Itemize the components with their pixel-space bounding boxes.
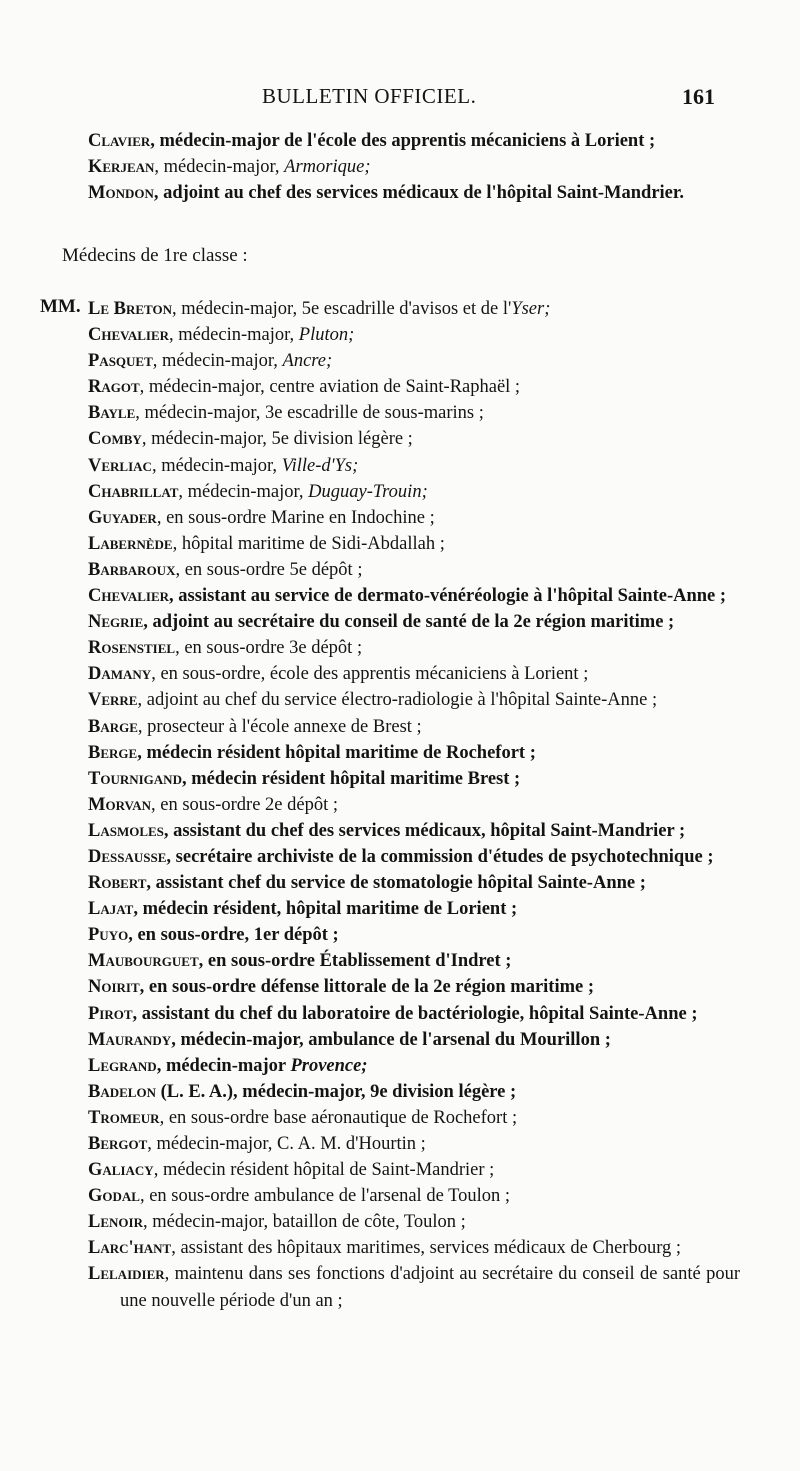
officer-name: Robert xyxy=(88,873,147,894)
appointment-entry xyxy=(88,1027,740,1053)
assignment-text: , médecin-major, C. A. M. d'Hourtin ; xyxy=(147,1134,426,1154)
officer-name: Berge xyxy=(88,742,138,763)
appointment-entry xyxy=(88,948,740,974)
officer-name: Galiacy xyxy=(88,1160,154,1181)
appointment-entry xyxy=(88,635,740,661)
appointment-entry xyxy=(88,1209,740,1235)
officer-name: Guyader xyxy=(88,507,157,528)
assignment-text: , médecin-major xyxy=(156,1055,291,1076)
appointment-entry xyxy=(88,922,740,948)
officer-name: Lajat xyxy=(88,899,134,920)
appointment-entry xyxy=(88,557,740,583)
mm-prefix: MM. xyxy=(40,296,81,317)
assignment-text: , prosecteur à l'école annexe de Brest ; xyxy=(137,716,422,737)
appointment-entry xyxy=(88,766,740,792)
appointment-entry xyxy=(88,1261,740,1313)
officer-name: Tournigand xyxy=(88,768,182,789)
appointment-entry xyxy=(88,818,740,844)
ship-name: Armorique; xyxy=(284,157,371,178)
officer-name: Labernède xyxy=(88,533,173,554)
appointment-entry xyxy=(88,180,748,206)
appointment-entry xyxy=(88,1235,740,1261)
appointment-entry xyxy=(88,296,740,322)
assignment-text: , médecin-major, xyxy=(152,351,283,372)
officer-name: Mondon xyxy=(88,183,154,204)
officer-name: Tromeur xyxy=(88,1107,160,1128)
running-header-title: BULLETIN OFFICIEL. xyxy=(262,84,477,108)
assignment-text: , médecin-major, bataillon de côte, Toulon ; xyxy=(142,1212,466,1233)
assignment-text: (L. E. A.), médecin-major, 9e division légère ; xyxy=(155,1081,517,1102)
assignment-text: , adjoint au secrétaire du conseil de santé de la 2e région maritime ; xyxy=(143,612,675,633)
assignment-text: , en sous-ordre, 1er dépôt ; xyxy=(128,925,339,946)
assignment-text: , en sous-ordre ambulance de l'arsenal de Toulon ; xyxy=(139,1186,510,1207)
appointment-entry xyxy=(88,400,740,426)
ship-name: Pluton; xyxy=(298,325,355,346)
appointment-entry xyxy=(88,844,740,870)
assignment-text: , en sous-ordre défense littorale de la 2e région maritime ; xyxy=(139,977,594,998)
assignment-text: , en sous-ordre 5e dépôt ; xyxy=(175,559,363,580)
appointment-entry xyxy=(88,374,740,400)
officer-name: Maubourguet xyxy=(88,951,199,972)
assignment-text: , en sous-ordre Marine en Indochine ; xyxy=(156,507,435,528)
appointment-entry xyxy=(88,583,740,609)
officer-name: Le Breton xyxy=(88,299,172,319)
officer-name: Verliac xyxy=(88,455,152,476)
officer-name: Badelon xyxy=(88,1081,156,1102)
officer-name: Barge xyxy=(88,716,138,737)
assignment-text: , assistant au service de dermato-vénéréologie à l'hôpital Sainte-Anne ; xyxy=(169,586,727,607)
top-entry-list xyxy=(88,128,748,206)
officer-name: Pirot xyxy=(88,1003,133,1024)
assignment-text: , médecin-major, xyxy=(154,157,285,178)
ship-name: Yser; xyxy=(511,299,551,319)
appointment-entry xyxy=(88,687,740,713)
assignment-text: , assistant chef du service de stomatologie hôpital Sainte-Anne ; xyxy=(146,873,646,894)
assignment-text: , médecin-major, xyxy=(151,455,282,476)
appointment-entry xyxy=(88,128,748,154)
appointment-entry xyxy=(88,1079,740,1105)
officer-name: Negrie xyxy=(88,612,144,633)
assignment-text: , adjoint au chef des services médicaux de l'hôpital Saint-Mandrier. xyxy=(153,183,685,204)
assignment-text: , médecin résident hôpital maritime Brest ; xyxy=(181,768,521,789)
officer-name: Morvan xyxy=(88,794,151,815)
assignment-text: , médecin-major, 5e division légère ; xyxy=(141,429,413,450)
assignment-text: , médecin résident hôpital maritime de Rochefort ; xyxy=(137,742,536,763)
officer-name: Clavier xyxy=(88,131,151,151)
assignment-text: , en sous-ordre, école des apprentis mécaniciens à Lorient ; xyxy=(151,664,589,685)
appointment-entry xyxy=(88,453,740,479)
officer-name: Ragot xyxy=(88,377,140,398)
officer-name: Legrand xyxy=(88,1055,157,1076)
assignment-text: , adjoint au chef du service électro-radiologie à l'hôpital Sainte-Anne ; xyxy=(137,690,658,711)
assignment-text: , médecin-major, 3e escadrille de sous-marins ; xyxy=(135,403,484,424)
assignment-text: , assistant des hôpitaux maritimes, services médicaux de Cherbourg ; xyxy=(171,1238,682,1259)
appointment-entry xyxy=(88,609,740,635)
officer-name: Puyo xyxy=(88,925,129,946)
officer-name: Maurandy xyxy=(88,1029,172,1050)
assignment-text: , en sous-ordre 3e dépôt ; xyxy=(175,638,363,659)
assignment-text: , médecin-major, xyxy=(178,481,309,502)
officer-name: Lelaidier xyxy=(88,1264,165,1285)
assignment-text: , hôpital maritime de Sidi-Abdallah ; xyxy=(172,533,445,554)
appointment-entry xyxy=(88,322,740,348)
assignment-text: , en sous-ordre base aéronautique de Rochefort ; xyxy=(159,1107,518,1128)
officer-name: Noirit xyxy=(88,977,140,998)
assignment-text: , médecin-major, 5e escadrille d'avisos et de l' xyxy=(171,299,512,319)
ship-name: Ville-d'Ys; xyxy=(281,455,359,476)
assignment-text: , médecin-major, xyxy=(169,325,299,346)
appointment-list xyxy=(88,296,740,1314)
assignment-text: , en sous-ordre 2e dépôt ; xyxy=(151,794,339,815)
ship-name: Duguay-Trouin; xyxy=(308,481,428,502)
appointment-entry xyxy=(88,1183,740,1209)
ship-name: Provence; xyxy=(290,1055,368,1076)
appointment-entry xyxy=(88,714,740,740)
officer-name: Pasquet xyxy=(88,351,153,372)
officer-name: Verre xyxy=(88,690,138,711)
appointment-entry xyxy=(88,1053,740,1079)
officer-name: Lasmoles xyxy=(88,820,164,841)
assignment-text: , médecin-major, centre aviation de Saint-Raphaël ; xyxy=(139,377,521,398)
appointment-entry xyxy=(88,870,740,896)
assignment-text: , assistant du chef du laboratoire de bactériologie, hôpital Sainte-Anne ; xyxy=(132,1003,698,1024)
assignment-text: , secrétaire archiviste de la commission d'études de psychotechnique ; xyxy=(166,846,714,867)
appointment-entry xyxy=(88,531,740,557)
officer-name: Bergot xyxy=(88,1134,148,1154)
assignment-text: , en sous-ordre Établissement d'Indret ; xyxy=(198,951,512,972)
assignment-text: , médecin résident hôpital de Saint-Mandrier ; xyxy=(153,1160,495,1181)
officer-name: Barbaroux xyxy=(88,559,176,580)
officer-name: Larc'hant xyxy=(88,1238,172,1259)
officer-name: Bayle xyxy=(88,403,136,424)
page-number: 161 xyxy=(682,84,715,109)
appointment-entry xyxy=(88,348,740,374)
appointment-entry xyxy=(88,1105,740,1131)
appointment-entry xyxy=(88,1131,740,1157)
appointment-entry xyxy=(88,740,740,766)
appointment-entry xyxy=(88,1001,740,1027)
assignment-text: , médecin-major, ambulance de l'arsenal du Mourillon ; xyxy=(171,1029,611,1050)
section-heading: Médecins de 1re classe : xyxy=(62,245,248,266)
appointment-entry xyxy=(88,792,740,818)
assignment-text: , médecin résident, hôpital maritime de Lorient ; xyxy=(133,899,518,920)
appointment-entry xyxy=(88,154,748,180)
officer-name: Godal xyxy=(88,1186,140,1207)
officer-name: Kerjean xyxy=(88,157,155,178)
officer-name: Comby xyxy=(88,429,142,450)
appointment-entry xyxy=(88,479,740,505)
assignment-text: , assistant du chef des services médicaux, hôpital Saint-Mandrier ; xyxy=(163,820,686,841)
officer-name: Dessausse xyxy=(88,846,167,867)
appointment-entry xyxy=(88,505,740,531)
ship-name: Ancre; xyxy=(282,351,333,372)
appointment-entry xyxy=(88,661,740,687)
officer-name: Damany xyxy=(88,664,152,685)
officer-name: Rosenstiel xyxy=(88,638,176,659)
officer-name: Chabrillat xyxy=(88,481,179,502)
appointment-entry xyxy=(88,896,740,922)
officer-name: Chevalier xyxy=(88,586,170,607)
assignment-text: , médecin-major de l'école des apprentis mécaniciens à Lorient ; xyxy=(150,131,656,151)
officer-name: Lenoir xyxy=(88,1212,143,1233)
officer-name: Chevalier xyxy=(88,325,170,346)
assignment-text: , maintenu dans ses fonctions d'adjoint au secrétaire du conseil de santé pour une nouvelle période d'un an ; xyxy=(120,1264,740,1311)
appointment-entry xyxy=(88,426,740,452)
appointment-entry xyxy=(88,974,740,1000)
appointment-entry xyxy=(88,1157,740,1183)
